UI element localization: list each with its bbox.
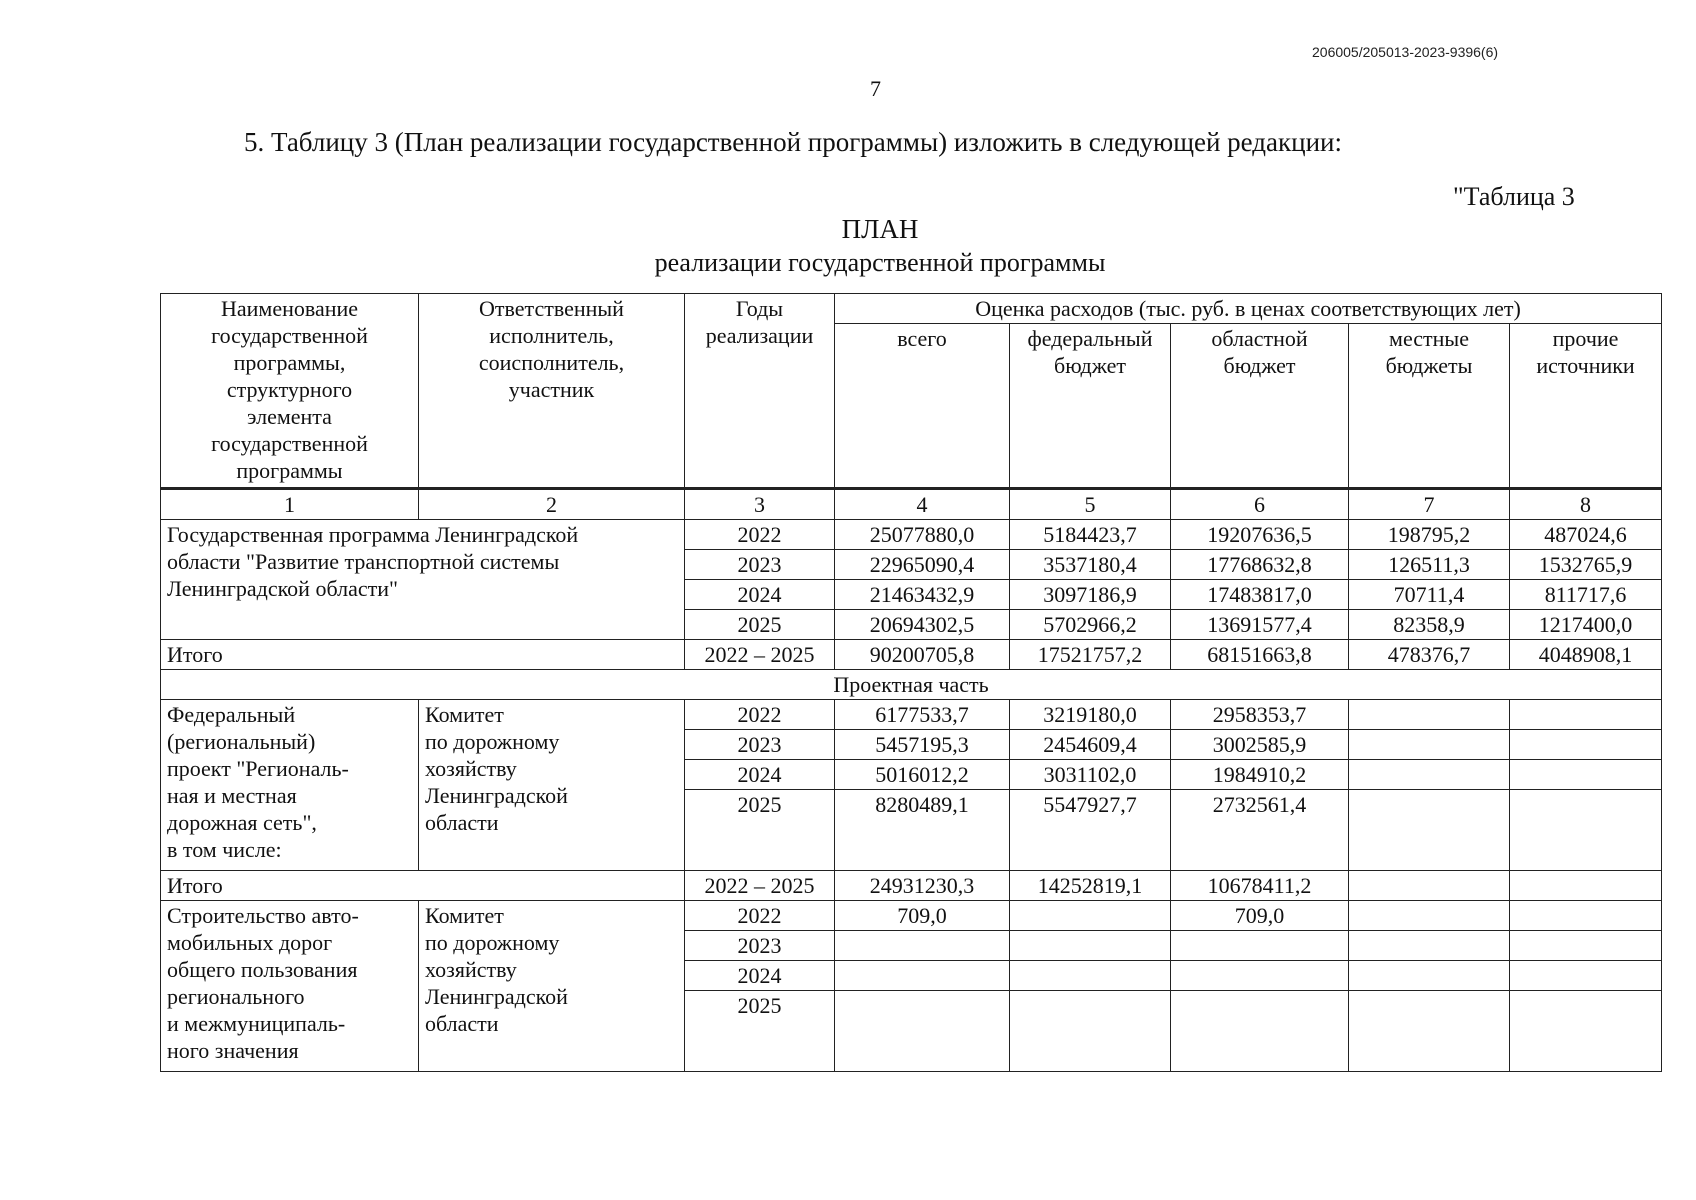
header-row [161, 294, 1662, 324]
local-cell: 198795,2 [1349, 520, 1510, 550]
col-number: 7 [1349, 489, 1510, 520]
federal-cell [1010, 961, 1171, 991]
regional-cell: 13691577,4 [1171, 610, 1349, 640]
local-cell [1349, 790, 1510, 871]
local-cell: 478376,7 [1349, 640, 1510, 670]
other-cell: 4048908,1 [1510, 640, 1662, 670]
other-cell [1510, 790, 1662, 871]
regional-cell [1171, 991, 1349, 1072]
plan-title: ПЛАН [841, 214, 919, 244]
column-numbers-row [161, 489, 1662, 520]
year-cell: 2022 – 2025 [685, 871, 835, 901]
section-row [161, 670, 1662, 700]
total-cell [835, 991, 1010, 1072]
section-label: Проектная часть [161, 670, 1662, 700]
header-other: прочие источники [1510, 324, 1662, 489]
regional-cell: 10678411,2 [1171, 871, 1349, 901]
total-cell: 5016012,2 [835, 760, 1010, 790]
total-cell: 6177533,7 [835, 700, 1010, 730]
header-local: местные бюджеты [1349, 324, 1510, 489]
year-cell: 2023 [685, 730, 835, 760]
total-cell: 5457195,3 [835, 730, 1010, 760]
regional-cell: 17768632,8 [1171, 550, 1349, 580]
total-cell [835, 961, 1010, 991]
project-executor: Комитет по дорожному хозяйству Ленинградской области [419, 700, 685, 871]
construction-executor: Комитет по дорожному хозяйству Ленинградской области [419, 901, 685, 1072]
other-cell [1510, 871, 1662, 901]
col-number: 6 [1171, 489, 1349, 520]
year-cell: 2023 [685, 550, 835, 580]
table-row [161, 901, 1662, 931]
year-cell: 2022 [685, 901, 835, 931]
plan-subtitle: реализации государственной программы [654, 248, 1106, 277]
other-cell [1510, 931, 1662, 961]
federal-cell: 5184423,7 [1010, 520, 1171, 550]
year-cell: 2025 [685, 790, 835, 871]
other-cell: 487024,6 [1510, 520, 1662, 550]
federal-cell: 3097186,9 [1010, 580, 1171, 610]
other-cell [1510, 730, 1662, 760]
project-name: Федеральный (региональный) проект "Региональ- ная и местная дорожная сеть", в том числе: [161, 700, 419, 871]
federal-cell: 5547927,7 [1010, 790, 1171, 871]
total-cell: 21463432,9 [835, 580, 1010, 610]
col-number: 3 [685, 489, 835, 520]
local-cell [1349, 991, 1510, 1072]
federal-cell: 3219180,0 [1010, 700, 1171, 730]
local-cell [1349, 700, 1510, 730]
header-cost: Оценка расходов (тыс. руб. в ценах соответствующих лет) [835, 294, 1662, 324]
federal-cell: 5702966,2 [1010, 610, 1171, 640]
col-number: 2 [419, 489, 685, 520]
col-number: 4 [835, 489, 1010, 520]
header-name: Наименование государственной программы, структурного элемента государственной программы [161, 294, 419, 489]
instruction-text: 5. Таблицу 3 (План реализации государственной программы) изложить в следующей редакции: [244, 127, 1342, 157]
header-federal: федеральный бюджет [1010, 324, 1171, 489]
itogo-label: Итого [161, 871, 685, 901]
regional-cell [1171, 961, 1349, 991]
year-cell: 2025 [685, 991, 835, 1072]
year-cell: 2025 [685, 610, 835, 640]
federal-cell: 3537180,4 [1010, 550, 1171, 580]
regional-cell: 17483817,0 [1171, 580, 1349, 610]
regional-cell [1171, 931, 1349, 961]
local-cell [1349, 961, 1510, 991]
table-label: "Таблица 3 [1453, 182, 1575, 211]
year-cell: 2023 [685, 931, 835, 961]
regional-cell: 3002585,9 [1171, 730, 1349, 760]
federal-cell: 3031102,0 [1010, 760, 1171, 790]
header-years: Годы реализации [685, 294, 835, 489]
regional-cell: 68151663,8 [1171, 640, 1349, 670]
header-total: всего [835, 324, 1010, 489]
plan-table [160, 293, 1662, 1072]
other-cell [1510, 991, 1662, 1072]
other-cell: 811717,6 [1510, 580, 1662, 610]
header-regional: областной бюджет [1171, 324, 1349, 489]
regional-cell: 2732561,4 [1171, 790, 1349, 871]
program-name: Государственная программа Ленинградской области "Развитие транспортной системы Ленинградской области" [161, 520, 685, 640]
year-cell: 2022 [685, 520, 835, 550]
total-cell: 20694302,5 [835, 610, 1010, 640]
year-cell: 2024 [685, 580, 835, 610]
itogo-row [161, 871, 1662, 901]
federal-cell: 17521757,2 [1010, 640, 1171, 670]
page-number: 7 [870, 76, 881, 101]
regional-cell: 1984910,2 [1171, 760, 1349, 790]
local-cell [1349, 760, 1510, 790]
other-cell [1510, 760, 1662, 790]
local-cell [1349, 730, 1510, 760]
regional-cell: 709,0 [1171, 901, 1349, 931]
header-executor: Ответственный исполнитель, соисполнитель, участник [419, 294, 685, 489]
local-cell: 82358,9 [1349, 610, 1510, 640]
year-cell: 2024 [685, 760, 835, 790]
other-cell [1510, 961, 1662, 991]
regional-cell: 19207636,5 [1171, 520, 1349, 550]
itogo-label: Итого [161, 640, 685, 670]
local-cell: 70711,4 [1349, 580, 1510, 610]
col-number: 8 [1510, 489, 1662, 520]
regional-cell: 2958353,7 [1171, 700, 1349, 730]
other-cell [1510, 901, 1662, 931]
total-cell: 8280489,1 [835, 790, 1010, 871]
total-cell [835, 931, 1010, 961]
federal-cell [1010, 931, 1171, 961]
local-cell [1349, 931, 1510, 961]
local-cell: 126511,3 [1349, 550, 1510, 580]
document-number: 206005/205013-2023-9396(6) [1312, 44, 1499, 60]
total-cell: 22965090,4 [835, 550, 1010, 580]
itogo-row [161, 640, 1662, 670]
local-cell [1349, 871, 1510, 901]
other-cell: 1532765,9 [1510, 550, 1662, 580]
federal-cell [1010, 901, 1171, 931]
total-cell: 90200705,8 [835, 640, 1010, 670]
federal-cell [1010, 991, 1171, 1072]
table-row [161, 520, 1662, 550]
year-cell: 2024 [685, 961, 835, 991]
other-cell [1510, 700, 1662, 730]
col-number: 5 [1010, 489, 1171, 520]
year-cell: 2022 [685, 700, 835, 730]
total-cell: 24931230,3 [835, 871, 1010, 901]
table-row [161, 700, 1662, 730]
col-number: 1 [161, 489, 419, 520]
construction-name: Строительство авто- мобильных дорог общего пользования регионального и межмуниципаль- ного значения [161, 901, 419, 1072]
year-cell: 2022 – 2025 [685, 640, 835, 670]
federal-cell: 2454609,4 [1010, 730, 1171, 760]
federal-cell: 14252819,1 [1010, 871, 1171, 901]
other-cell: 1217400,0 [1510, 610, 1662, 640]
local-cell [1349, 901, 1510, 931]
total-cell: 25077880,0 [835, 520, 1010, 550]
total-cell: 709,0 [835, 901, 1010, 931]
